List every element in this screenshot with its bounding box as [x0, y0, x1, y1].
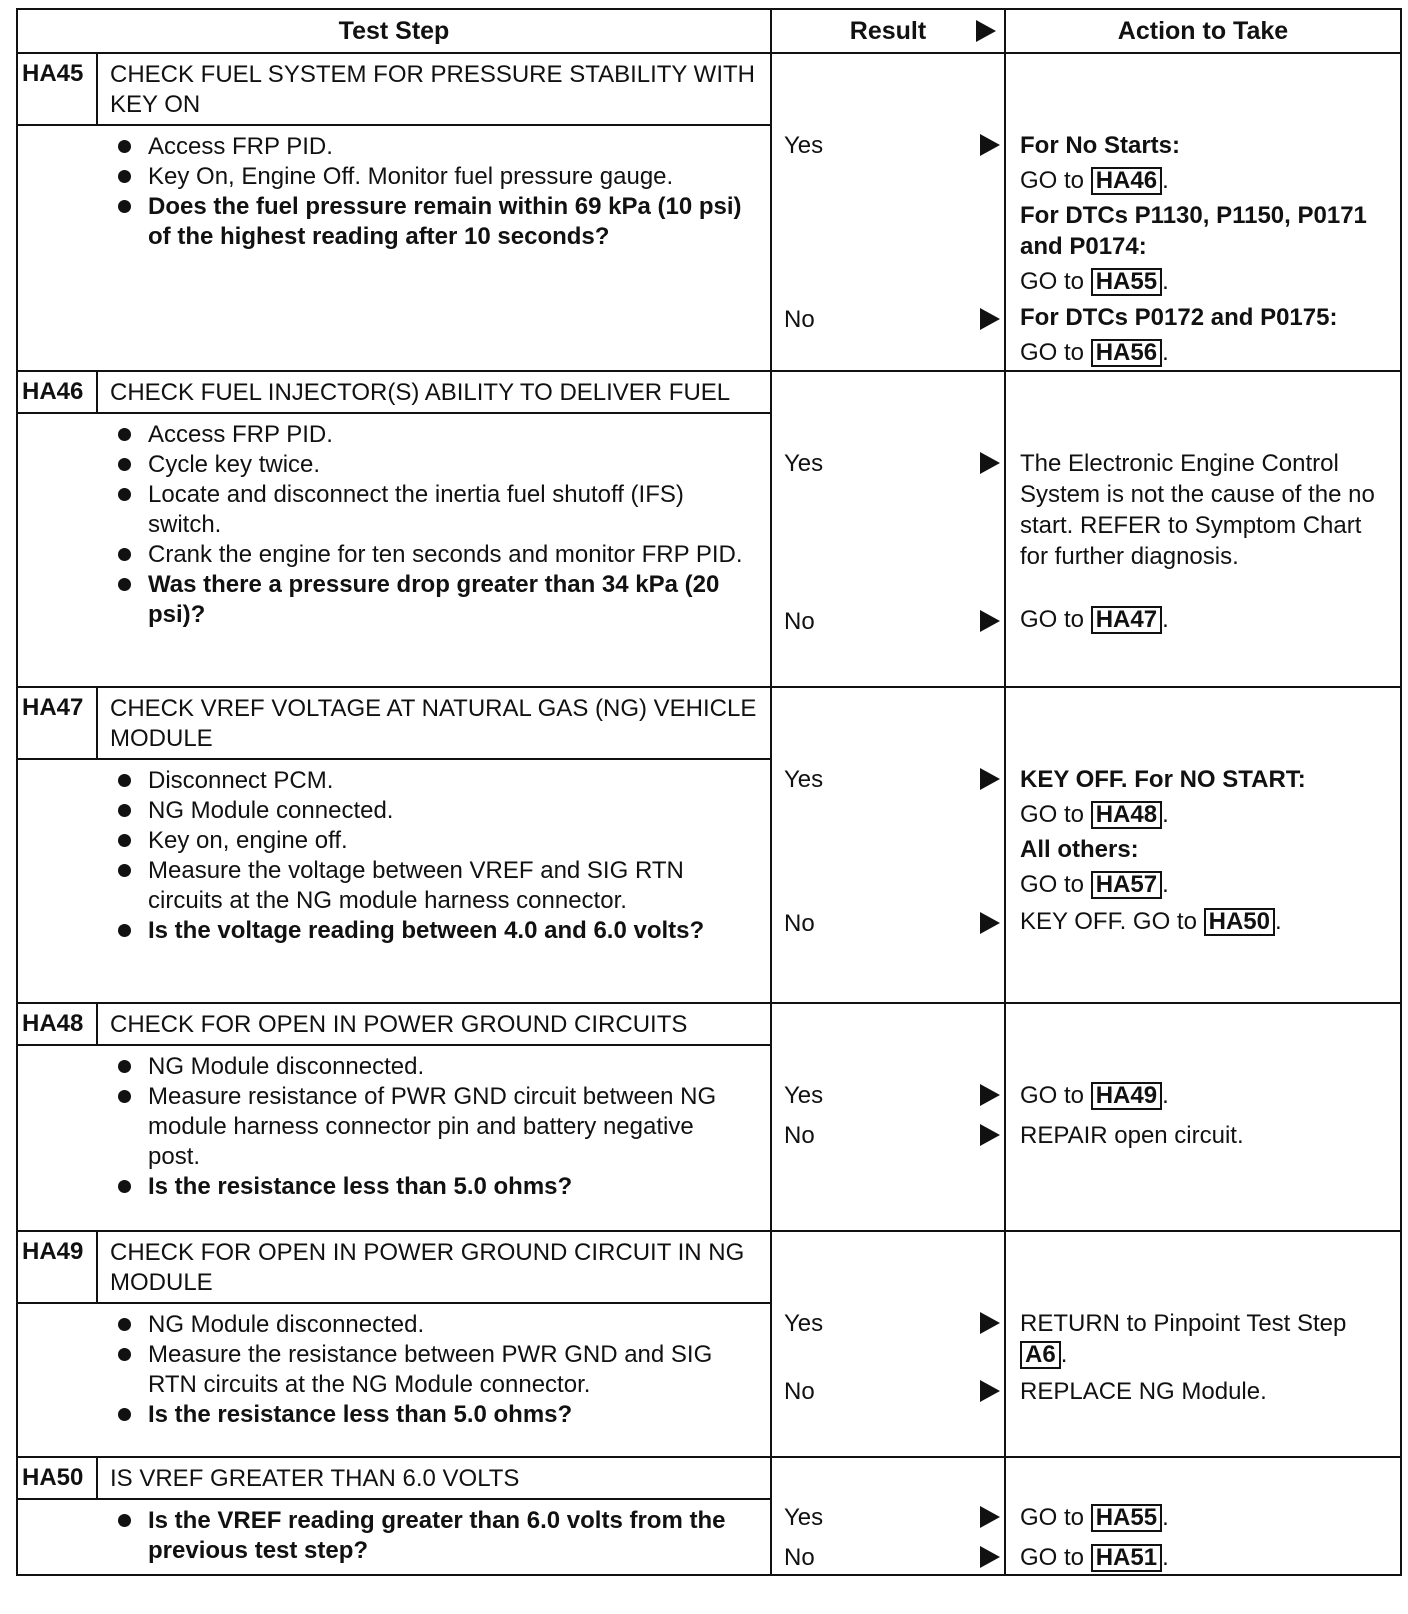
arrow-right-icon [980, 1312, 1000, 1334]
step-row-ha50 [17, 1457, 1401, 1575]
step-cell [17, 1457, 771, 1575]
result-yes [784, 766, 1004, 794]
step-instructions [18, 1046, 770, 1206]
result-no-label: No [784, 1378, 815, 1405]
action-goto: GO to HA48 . [1020, 801, 1169, 828]
result-cell [771, 687, 1005, 1003]
action-goto: GO to HA56 . [1020, 339, 1169, 366]
result-no-label: No [784, 1122, 815, 1149]
instruction-item: Key on, engine off. [112, 826, 746, 856]
step-ref-link[interactable]: HA47 [1091, 606, 1162, 634]
action-cell [1005, 53, 1401, 371]
action-text: REPAIR open circuit. [1020, 1122, 1244, 1149]
step-title: CHECK FOR OPEN IN POWER GROUND CIRCUITS [110, 1011, 688, 1038]
step-instructions [18, 126, 770, 256]
header-row [17, 9, 1401, 53]
action-text: REPLACE NG Module. [1020, 1378, 1267, 1405]
instruction-item: Measure the resistance between PWR GND and SIG RTN circuits at the NG Module connector. [112, 1340, 746, 1400]
action-no [1020, 302, 1390, 372]
result-no [784, 1544, 1004, 1572]
step-question: Is the resistance less than 5.0 ohms? [112, 1400, 746, 1430]
step-row-ha48 [17, 1003, 1401, 1231]
result-cell [771, 1457, 1005, 1575]
result-yes [784, 132, 1004, 160]
result-no-label: No [784, 608, 815, 635]
action-cell [1005, 687, 1401, 1003]
action-yes [1020, 1308, 1390, 1374]
action-goto: KEY OFF. GO to HA50 . [1020, 908, 1282, 935]
action-heading: All others: [1020, 836, 1139, 863]
result-no [784, 1378, 1004, 1406]
result-no [784, 1122, 1004, 1150]
diagnostic-table-page [16, 8, 1400, 1576]
action-yes [1020, 448, 1390, 576]
instruction-item: NG Module disconnected. [112, 1052, 746, 1082]
step-instructions [18, 760, 770, 950]
step-row-ha46 [17, 371, 1401, 687]
step-id: HA50 [18, 1458, 98, 1498]
step-cell [17, 1231, 771, 1457]
action-yes [1020, 130, 1390, 301]
step-question: Does the fuel pressure remain within 69 kPa (10 psi) of the highest reading after 10 seconds? [112, 192, 746, 252]
step-ref-link[interactable]: HA56 [1091, 339, 1162, 367]
step-ref-link[interactable]: HA50 [1204, 908, 1275, 936]
step-cell [17, 687, 771, 1003]
step-id: HA45 [18, 54, 98, 124]
result-yes-label: Yes [784, 766, 824, 793]
action-no [1020, 1376, 1390, 1411]
step-title-row [18, 1004, 770, 1046]
result-cell [771, 53, 1005, 371]
instruction-item: Key On, Engine Off. Monitor fuel pressure gauge. [112, 162, 746, 192]
step-id: HA49 [18, 1232, 98, 1302]
step-ref-link[interactable]: A6 [1020, 1341, 1061, 1369]
step-ref-link[interactable]: HA49 [1091, 1082, 1162, 1110]
step-row-ha49 [17, 1231, 1401, 1457]
action-cell [1005, 1457, 1401, 1575]
instruction-item: Measure the voltage between VREF and SIG RTN circuits at the NG module harness connector. [112, 856, 746, 916]
step-title: IS VREF GREATER THAN 6.0 VOLTS [110, 1465, 520, 1492]
step-question: Is the VREF reading greater than 6.0 volts from the previous test step? [112, 1506, 746, 1566]
result-cell [771, 371, 1005, 687]
action-goto: GO to HA57 . [1020, 871, 1169, 898]
step-title-row [18, 688, 770, 760]
result-yes-label: Yes [784, 1082, 824, 1109]
arrow-right-icon [980, 1380, 1000, 1402]
step-cell [17, 371, 771, 687]
arrow-right-icon [980, 1084, 1000, 1106]
step-title: CHECK FUEL SYSTEM FOR PRESSURE STABILITY WITH KEY ON [110, 61, 755, 118]
step-instructions [18, 1304, 770, 1434]
result-cell [771, 1003, 1005, 1231]
arrow-right-icon [980, 1546, 1000, 1568]
action-cell [1005, 1231, 1401, 1457]
action-no [1020, 1542, 1390, 1577]
step-title-row [18, 54, 770, 126]
result-yes [784, 1504, 1004, 1532]
action-yes [1020, 1080, 1390, 1115]
arrow-right-icon [980, 134, 1000, 156]
step-instructions [18, 1500, 770, 1570]
result-yes [784, 1310, 1004, 1338]
step-instructions [18, 414, 770, 634]
step-id: HA46 [18, 372, 98, 412]
step-cell [17, 1003, 771, 1231]
step-ref-link[interactable]: HA55 [1091, 1504, 1162, 1532]
step-title-row [18, 372, 770, 414]
arrow-right-icon [980, 308, 1000, 330]
arrow-right-icon [980, 1506, 1000, 1528]
result-yes-label: Yes [784, 132, 824, 159]
instruction-item: Crank the engine for ten seconds and monitor FRP PID. [112, 540, 746, 570]
step-title-row [18, 1458, 770, 1500]
instruction-item: Cycle key twice. [112, 450, 746, 480]
result-yes [784, 1082, 1004, 1110]
action-goto: GO to HA49 . [1020, 1082, 1169, 1109]
arrow-right-icon [980, 610, 1000, 632]
action-yes [1020, 764, 1390, 904]
step-cell [17, 53, 771, 371]
arrow-right-icon [980, 452, 1000, 474]
action-yes [1020, 1502, 1390, 1537]
action-goto: GO to HA55 . [1020, 268, 1169, 295]
result-yes-label: Yes [784, 1504, 824, 1531]
action-heading: For DTCs P1130, P1150, P0171 and P0174: [1020, 202, 1367, 260]
action-no [1020, 906, 1390, 941]
result-no [784, 608, 1004, 636]
header-test-step: Test Step [17, 9, 771, 53]
action-cell [1005, 371, 1401, 687]
action-goto: GO to HA51 . [1020, 1544, 1169, 1571]
action-goto: GO to HA46 . [1020, 167, 1169, 194]
header-action: Action to Take [1005, 9, 1401, 53]
step-row-ha45 [17, 53, 1401, 371]
instruction-item: NG Module connected. [112, 796, 746, 826]
step-title-row [18, 1232, 770, 1304]
step-question: Is the voltage reading between 4.0 and 6.0 volts? [112, 916, 746, 946]
action-heading: KEY OFF. For NO START: [1020, 766, 1306, 793]
action-goto: GO to HA55 . [1020, 1504, 1169, 1531]
result-no-label: No [784, 910, 815, 937]
step-ref-link[interactable]: HA57 [1091, 871, 1162, 899]
result-yes [784, 450, 1004, 478]
header-result-label: Result [849, 16, 927, 45]
step-id: HA48 [18, 1004, 98, 1044]
step-title: CHECK VREF VOLTAGE AT NATURAL GAS (NG) VEHICLE MODULE [110, 695, 757, 752]
result-no [784, 306, 1004, 334]
action-no [1020, 1120, 1390, 1155]
action-text: The Electronic Engine Control System is not the cause of the no start. REFER to Symptom Chart for further diagnosis. [1020, 450, 1375, 570]
result-no-label: No [784, 306, 815, 333]
arrow-right-icon [980, 1124, 1000, 1146]
step-ref-link[interactable]: HA51 [1091, 1544, 1162, 1572]
result-yes-label: Yes [784, 450, 824, 477]
arrow-right-icon [980, 768, 1000, 790]
header-result [771, 9, 1005, 53]
step-ref-link[interactable]: HA46 [1091, 167, 1162, 195]
arrow-right-icon [976, 20, 996, 42]
instruction-item: Access FRP PID. [112, 132, 746, 162]
instruction-item: Locate and disconnect the inertia fuel shutoff (IFS) switch. [112, 480, 746, 540]
action-heading: For No Starts: [1020, 132, 1181, 159]
pinpoint-test-table [16, 8, 1402, 1576]
action-heading: For DTCs P0172 and P0175: [1020, 304, 1338, 331]
action-goto: RETURN to Pinpoint Test Step A6 . [1020, 1310, 1347, 1368]
step-ref-link[interactable]: HA55 [1091, 268, 1162, 296]
step-question: Was there a pressure drop greater than 34 kPa (20 psi)? [112, 570, 746, 630]
instruction-item: Measure resistance of PWR GND circuit between NG module harness connector pin and battery negative post. [112, 1082, 746, 1172]
instruction-item: NG Module disconnected. [112, 1310, 746, 1340]
result-no-label: No [784, 1544, 815, 1571]
step-ref-link[interactable]: HA48 [1091, 801, 1162, 829]
step-question: Is the resistance less than 5.0 ohms? [112, 1172, 746, 1202]
instruction-item: Disconnect PCM. [112, 766, 746, 796]
arrow-right-icon [980, 912, 1000, 934]
instruction-item: Access FRP PID. [112, 420, 746, 450]
step-id: HA47 [18, 688, 98, 758]
result-no [784, 910, 1004, 938]
result-cell [771, 1231, 1005, 1457]
action-cell [1005, 1003, 1401, 1231]
step-row-ha47 [17, 687, 1401, 1003]
step-title: CHECK FOR OPEN IN POWER GROUND CIRCUIT IN NG MODULE [110, 1239, 745, 1296]
result-yes-label: Yes [784, 1310, 824, 1337]
step-title: CHECK FUEL INJECTOR(S) ABILITY TO DELIVER FUEL [110, 379, 731, 406]
action-goto: GO to HA47 . [1020, 606, 1169, 633]
action-no [1020, 604, 1390, 639]
